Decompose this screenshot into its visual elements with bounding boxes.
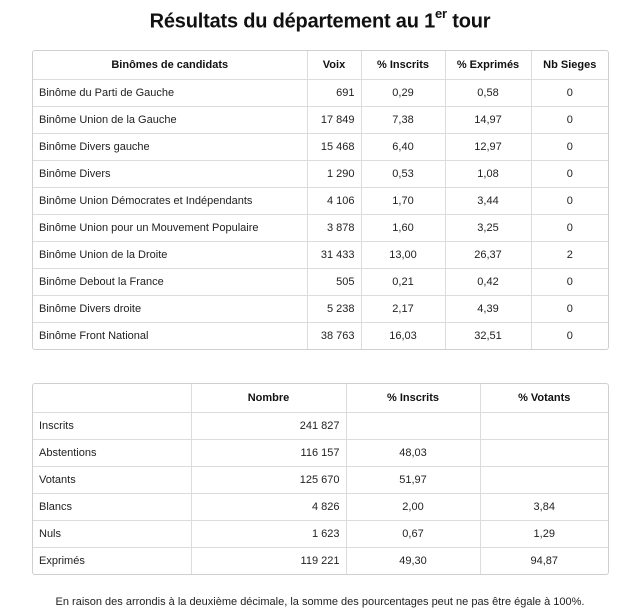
pct-inscrits-value: 51,97 [346,466,480,493]
rounding-note: En raison des arrondis à la deuxième décimale, la somme des pourcentages peut ne pas être égale à 100%. [55,596,585,608]
row-label: Abstentions [33,439,191,466]
column-header: Nombre [191,384,346,412]
pct-votants-value [480,412,608,439]
table-row [33,106,608,133]
pct-exprimes-value: 4,39 [445,295,531,322]
count-value: 125 670 [191,466,346,493]
seats-value: 0 [531,79,608,106]
column-header: Binômes de candidats [33,51,307,79]
seats-value: 2 [531,241,608,268]
pct-inscrits-value: 0,21 [361,268,445,295]
row-label: Votants [33,466,191,493]
column-header: Nb Sieges [531,51,608,79]
votes-value: 5 238 [307,295,361,322]
table-row [33,268,608,295]
seats-value: 0 [531,133,608,160]
table-row [33,493,608,520]
table-row [33,547,608,574]
candidate-name: Binôme Union Démocrates et Indépendants [33,187,307,214]
pct-votants-value: 3,84 [480,493,608,520]
pct-exprimes-value: 26,37 [445,241,531,268]
column-header [33,384,191,412]
row-label: Exprimés [33,547,191,574]
seats-value: 0 [531,268,608,295]
votes-value: 4 106 [307,187,361,214]
seats-value: 0 [531,160,608,187]
count-value: 116 157 [191,439,346,466]
table-row [33,466,608,493]
table-row [33,187,608,214]
candidate-name: Binôme Divers [33,160,307,187]
table-row [33,160,608,187]
column-header: % Votants [480,384,608,412]
row-label: Inscrits [33,412,191,439]
seats-value: 0 [531,106,608,133]
table-row [33,133,608,160]
seats-value: 0 [531,214,608,241]
candidates-table [32,50,609,350]
pct-exprimes-value: 1,08 [445,160,531,187]
pct-votants-value [480,439,608,466]
table-row [33,322,608,349]
pct-exprimes-value: 32,51 [445,322,531,349]
votes-value: 691 [307,79,361,106]
pct-inscrits-value: 1,70 [361,187,445,214]
page-title [0,8,640,34]
votes-value: 505 [307,268,361,295]
pct-inscrits-value: 48,03 [346,439,480,466]
votes-value: 17 849 [307,106,361,133]
title-superscript: er [435,6,447,21]
votes-value: 3 878 [307,214,361,241]
column-header: % Inscrits [361,51,445,79]
column-header: % Exprimés [445,51,531,79]
pct-inscrits-value: 49,30 [346,547,480,574]
candidate-name: Binôme Front National [33,322,307,349]
pct-inscrits-value: 2,17 [361,295,445,322]
pct-inscrits-value: 0,29 [361,79,445,106]
row-label: Nuls [33,520,191,547]
candidate-name: Binôme du Parti de Gauche [33,79,307,106]
pct-exprimes-value: 14,97 [445,106,531,133]
pct-inscrits-value: 13,00 [361,241,445,268]
candidate-name: Binôme Divers droite [33,295,307,322]
seats-value: 0 [531,322,608,349]
candidate-name: Binôme Union de la Gauche [33,106,307,133]
title-tail: tour [446,10,491,33]
table-row [33,520,608,547]
column-header: % Inscrits [346,384,480,412]
title-text: Résultats du département au 1 [149,10,436,33]
pct-inscrits-value: 1,60 [361,214,445,241]
candidate-name: Binôme Union de la Droite [33,241,307,268]
row-label: Blancs [33,493,191,520]
pct-inscrits-value [346,412,480,439]
table-row [33,214,608,241]
seats-value: 0 [531,295,608,322]
table-row [33,79,608,106]
table-row [33,439,608,466]
pct-inscrits-value: 7,38 [361,106,445,133]
table-header-row [33,384,608,412]
candidate-name: Binôme Union pour un Mouvement Populaire [33,214,307,241]
column-header: Voix [307,51,361,79]
candidate-name: Binôme Divers gauche [33,133,307,160]
pct-votants-value [480,466,608,493]
count-value: 241 827 [191,412,346,439]
pct-inscrits-value: 0,53 [361,160,445,187]
table-row [33,295,608,322]
pct-votants-value: 1,29 [480,520,608,547]
table-header-row [33,51,608,79]
pct-votants-value: 94,87 [480,547,608,574]
table-row [33,412,608,439]
pct-inscrits-value: 6,40 [361,133,445,160]
votes-value: 31 433 [307,241,361,268]
pct-inscrits-value: 0,67 [346,520,480,547]
pct-exprimes-value: 3,44 [445,187,531,214]
seats-value: 0 [531,187,608,214]
votes-value: 15 468 [307,133,361,160]
votes-value: 38 763 [307,322,361,349]
pct-exprimes-value: 12,97 [445,133,531,160]
count-value: 119 221 [191,547,346,574]
votes-value: 1 290 [307,160,361,187]
pct-exprimes-value: 0,58 [445,79,531,106]
pct-exprimes-value: 3,25 [445,214,531,241]
candidate-name: Binôme Debout la France [33,268,307,295]
count-value: 1 623 [191,520,346,547]
pct-inscrits-value: 2,00 [346,493,480,520]
summary-table [32,383,609,575]
pct-inscrits-value: 16,03 [361,322,445,349]
count-value: 4 826 [191,493,346,520]
pct-exprimes-value: 0,42 [445,268,531,295]
table-row [33,241,608,268]
